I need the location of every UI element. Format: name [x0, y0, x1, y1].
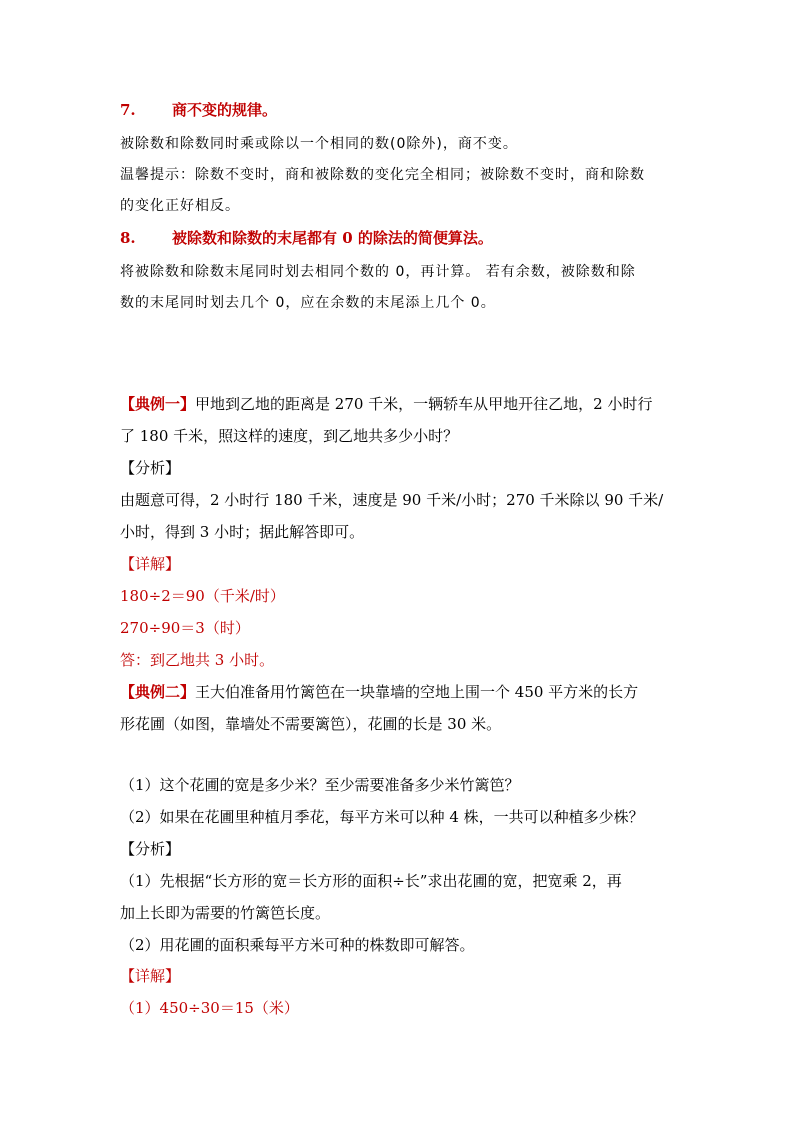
- section-title: 被除数和除数的末尾都有 0 的除法的简便算法。: [172, 229, 493, 247]
- example-1-question: [120, 394, 653, 414]
- analysis-text: 由题意可得，2 小时行 180 千米，速度是 90 千米/小时；270 千米除以 90 千米/: [120, 491, 664, 509]
- example-tag: 【典例一】: [120, 395, 196, 413]
- analysis-text: （2）用花圃的面积乘每平方米可种的株数即可解答。: [120, 936, 475, 954]
- detail-tag: 【详解】: [120, 555, 181, 573]
- analysis-text: 小时，得到 3 小时；据此解答即可。: [120, 523, 365, 541]
- example-2-question: [120, 682, 638, 702]
- detail-text: （1）450÷30＝15（米）: [120, 999, 299, 1017]
- analysis-text: （1）先根据“长方形的宽＝长方形的面积÷长”求出花圃的宽，把宽乘 2，再: [120, 872, 622, 890]
- analysis-tag: 【分析】: [120, 840, 181, 858]
- question-text: 王大伯准备用竹篱笆在一块靠墙的空地上围一个 450 平方米的长方: [195, 683, 639, 701]
- paragraph: 的变化正好相反。: [120, 198, 240, 214]
- answer-text: 答：到乙地共 3 小时。: [120, 651, 275, 669]
- detail-text: 180÷2＝90（千米/时）: [120, 587, 285, 605]
- paragraph: 将被除数和除数末尾同时划去相同个数的 0，再计算。 若有余数，被除数和除: [120, 264, 636, 280]
- question-text: 甲地到乙地的距离是 270 千米，一辆轿车从甲地开往乙地，2 小时行: [195, 395, 653, 413]
- analysis-text: 加上长即为需要的竹篱笆长度。: [120, 904, 331, 922]
- detail-tag: 【详解】: [120, 967, 181, 985]
- paragraph: 被除数和除数同时乘或除以一个相同的数(0除外)，商不变。: [120, 136, 518, 152]
- example-tag: 【典例二】: [120, 683, 196, 701]
- section-7-heading: [120, 100, 277, 120]
- paragraph: 数的末尾同时划去几个 0，应在余数的末尾添上几个 0。: [120, 295, 496, 311]
- paragraph: 温馨提示：除数不变时，商和被除数的变化完全相同；被除数不变时，商和除数: [120, 167, 645, 183]
- sub-question: （1）这个花圃的宽是多少米？至少需要准备多少米竹篱笆？: [120, 776, 520, 794]
- question-text: 了 180 千米，照这样的速度，到乙地共多少小时？: [120, 427, 459, 445]
- detail-text: 270÷90＝3（时）: [120, 619, 250, 637]
- section-number: 7.: [120, 101, 136, 119]
- section-title: 商不变的规律。: [172, 101, 278, 119]
- question-text: 形花圃（如图，靠墙处不需要篱笆），花圃的长是 30 米。: [120, 715, 502, 733]
- section-8-heading: [120, 228, 493, 248]
- section-number: 8.: [120, 229, 136, 247]
- analysis-tag: 【分析】: [120, 459, 181, 477]
- sub-question: （2）如果在花圃里种植月季花，每平方米可以种 4 株，一共可以种植多少株？: [120, 808, 644, 826]
